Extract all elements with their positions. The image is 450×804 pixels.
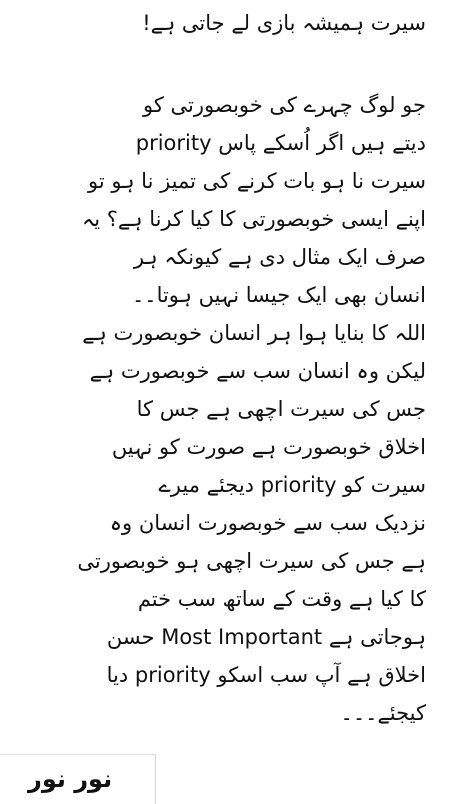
post-line: کا کیا ہے وقت کے ساتھ سب ختم — [137, 587, 426, 611]
post-line: سیرت کو priority دیجئے میرے — [158, 473, 426, 497]
post-line: انسان بھی ایک جیسا نہیں ہوتا۔۔ — [131, 283, 426, 307]
post-line: اللہ کا بنایا ہوا ہر انسان خوبصورت ہے — [82, 321, 426, 345]
signature-box — [0, 754, 156, 804]
post-line: لیکن وہ انسان سب سے خوبصورت ہے — [89, 359, 426, 383]
post-line: جس کی سیرت اچھی ہے جس کا — [136, 397, 426, 421]
post-line: priority دیتے ہیں اگر اُسکے پاس — [135, 131, 426, 155]
post-line: سیرت نا ہو بات کرنے کی تمیز نا ہو تو — [87, 169, 426, 193]
post-line: اخلاق ہے آپ سب اسکو priority دیا — [106, 663, 426, 687]
post-line: کیجئے۔۔۔ — [340, 701, 426, 725]
post-line: اخلاق خوبصورت ہے صورت کو نہیں — [111, 435, 426, 459]
post-line: جو لوگ چہرے کی خوبصورتی کو — [143, 93, 426, 117]
post-title: سیرت ہمیشہ بازی لے جاتی ہے! — [142, 11, 426, 35]
post-line: ہوجاتی ہے Most Important حسن — [106, 625, 426, 649]
post-line: ہے جس کی سیرت اچھی ہو خوبصورتی — [77, 549, 426, 573]
post-line: صرف ایک مثال دی ہے کیونکہ ہر — [133, 245, 426, 269]
post-line: اپنے ایسی خوبصورتی کا کیا کرنا ہے؟ یہ — [81, 207, 426, 231]
post-line: نزدیک سب سے خوبصورت انسان وہ — [109, 511, 426, 535]
signature-text: نور نور — [28, 765, 113, 793]
